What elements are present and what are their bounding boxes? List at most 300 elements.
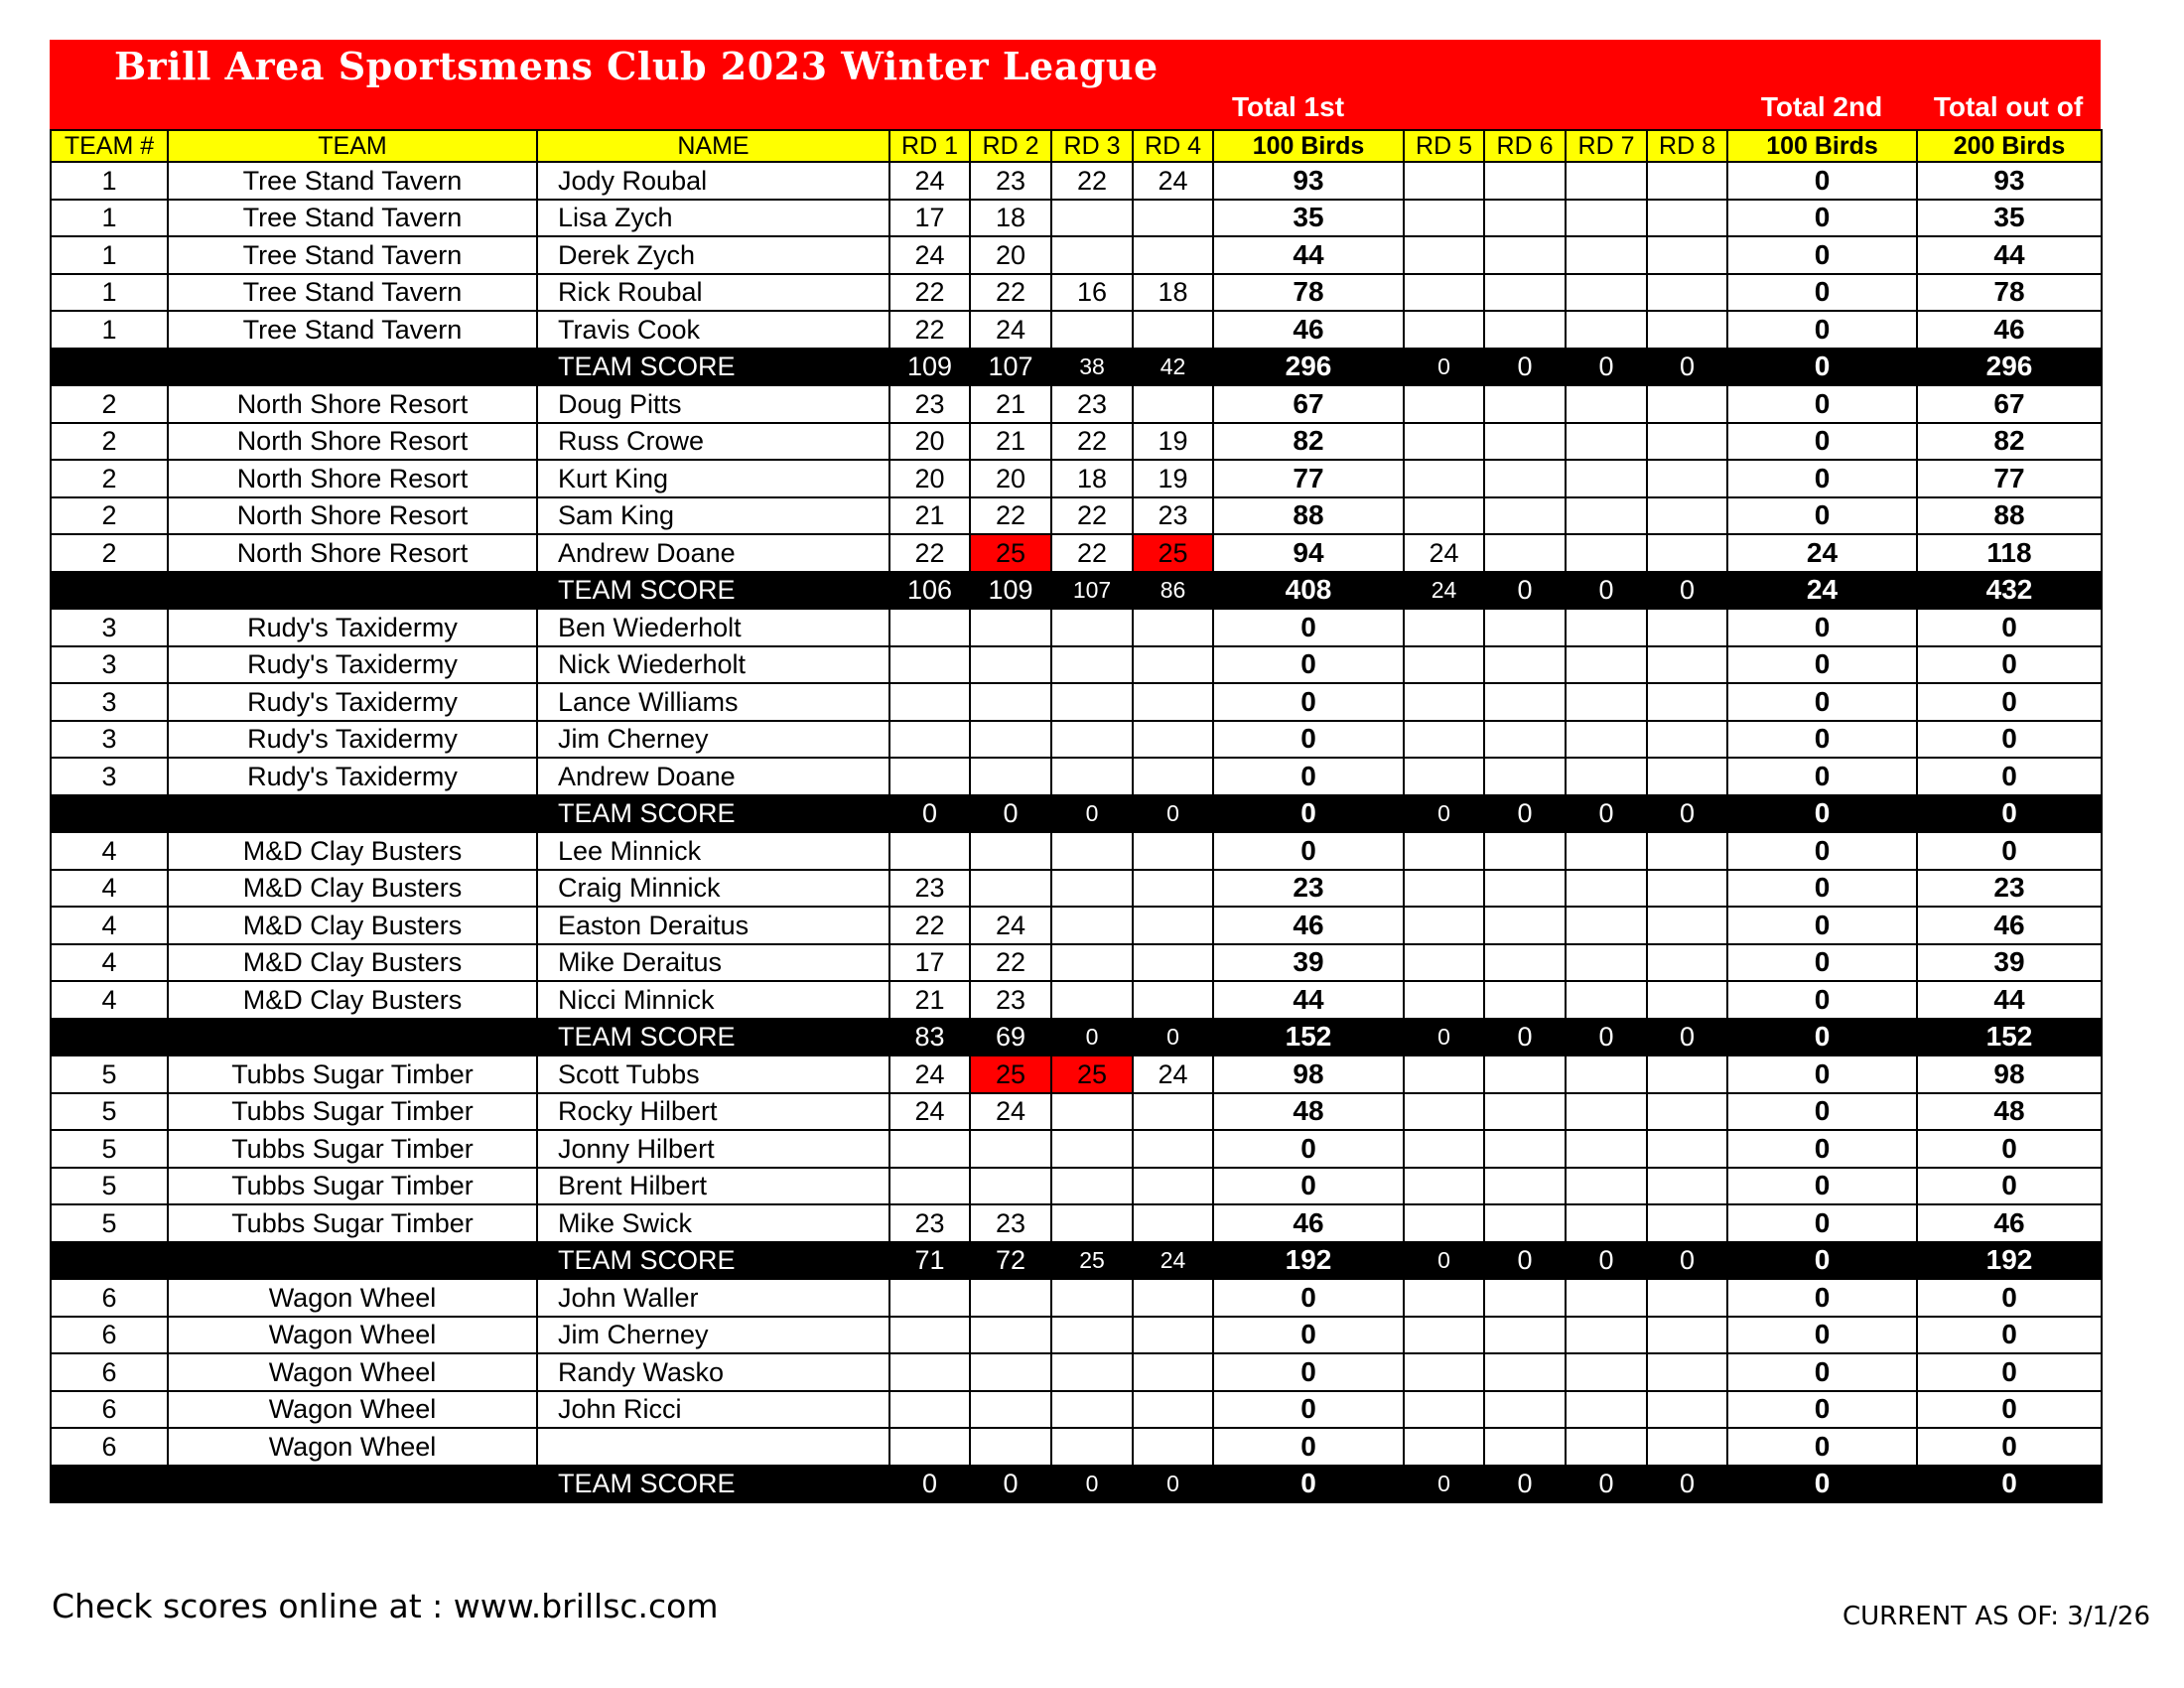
player-row [51, 1317, 2102, 1354]
player-name: Derek Zych [537, 236, 889, 274]
total-out-of: 118 [1917, 534, 2102, 572]
total-1st: 67 [1213, 385, 1404, 423]
team-round-3-score: 0 [1051, 795, 1133, 833]
team-round-3-score: 107 [1051, 572, 1133, 610]
round-7-score [1566, 423, 1647, 461]
team-round-2-score: 0 [970, 1466, 1051, 1503]
round-1-score: 21 [889, 981, 970, 1019]
team-cell: M&D Clay Busters [168, 870, 537, 908]
round-3-score: 23 [1051, 385, 1133, 423]
round-3-score [1051, 236, 1133, 274]
team-round-8-score: 0 [1647, 349, 1727, 386]
team-cell: Tubbs Sugar Timber [168, 1130, 537, 1168]
total-1st: 0 [1213, 1130, 1404, 1168]
round-8-score [1647, 1279, 1727, 1317]
round-5-score [1404, 274, 1484, 312]
round-7-score [1566, 460, 1647, 497]
round-3-score [1051, 721, 1133, 759]
header-total-1st: Total 1st [1231, 91, 1345, 122]
player-name: Jim Cherney [537, 721, 889, 759]
total-2nd: 0 [1727, 311, 1917, 349]
team-round-5-score: 24 [1404, 572, 1484, 610]
round-8-score [1647, 683, 1727, 721]
round-7-score [1566, 200, 1647, 237]
round-1-score [889, 1391, 970, 1429]
team-number-cell: 4 [51, 907, 168, 944]
team-number-cell: 2 [51, 423, 168, 461]
player-name: Travis Cook [537, 311, 889, 349]
round-8-score [1647, 870, 1727, 908]
round-8-score [1647, 423, 1727, 461]
total-1st: 98 [1213, 1055, 1404, 1093]
round-7-score [1566, 1055, 1647, 1093]
total-1st: 46 [1213, 1204, 1404, 1242]
round-6-score [1484, 200, 1566, 237]
round-7-score [1566, 609, 1647, 646]
total-out-of: 39 [1917, 944, 2102, 982]
round-4-score [1133, 609, 1213, 646]
round-1-score [889, 1168, 970, 1205]
team-total-1st: 0 [1213, 1466, 1404, 1503]
round-5-score [1404, 1093, 1484, 1131]
team-number-cell: 1 [51, 274, 168, 312]
round-7-score [1566, 1428, 1647, 1466]
round-5-score [1404, 870, 1484, 908]
player-row [51, 1168, 2102, 1205]
team-number-cell: 2 [51, 385, 168, 423]
round-1-score: 24 [889, 1055, 970, 1093]
team-number-cell: 3 [51, 758, 168, 795]
round-4-score [1133, 944, 1213, 982]
team-cell: Tubbs Sugar Timber [168, 1204, 537, 1242]
team-round-4-score: 0 [1133, 1466, 1213, 1503]
team-number-cell: 3 [51, 683, 168, 721]
col-total-2nd: 100 Birds [1727, 130, 1917, 162]
round-1-score [889, 609, 970, 646]
column-header-row [51, 130, 2102, 162]
footer-website: Check scores online at : www.brillsc.com [52, 1587, 719, 1625]
player-row [51, 981, 2102, 1019]
col-rd4: RD 4 [1133, 130, 1213, 162]
team-total-2nd: 0 [1727, 349, 1917, 386]
round-7-score [1566, 981, 1647, 1019]
total-2nd: 0 [1727, 497, 1917, 535]
round-3-score [1051, 1428, 1133, 1466]
total-out-of: 0 [1917, 1428, 2102, 1466]
round-6-score [1484, 907, 1566, 944]
total-1st: 0 [1213, 1168, 1404, 1205]
team-cell: Rudy's Taxidermy [168, 721, 537, 759]
total-out-of: 44 [1917, 236, 2102, 274]
team-total-2nd: 0 [1727, 795, 1917, 833]
round-7-score [1566, 274, 1647, 312]
team-round-6-score: 0 [1484, 795, 1566, 833]
total-out-of: 82 [1917, 423, 2102, 461]
round-7-score [1566, 721, 1647, 759]
team-cell [168, 1019, 537, 1056]
round-8-score [1647, 1353, 1727, 1391]
team-round-5-score: 0 [1404, 1466, 1484, 1503]
round-3-score [1051, 1317, 1133, 1354]
team-round-1-score: 83 [889, 1019, 970, 1056]
team-cell: Tree Stand Tavern [168, 200, 537, 237]
team-cell: M&D Clay Busters [168, 981, 537, 1019]
team-round-6-score: 0 [1484, 572, 1566, 610]
total-1st: 93 [1213, 162, 1404, 200]
team-round-1-score: 0 [889, 1466, 970, 1503]
total-2nd: 0 [1727, 721, 1917, 759]
round-1-score: 24 [889, 236, 970, 274]
round-3-score [1051, 907, 1133, 944]
total-1st: 78 [1213, 274, 1404, 312]
team-cell [168, 572, 537, 610]
team-number-cell [51, 572, 168, 610]
team-number-cell: 6 [51, 1391, 168, 1429]
total-2nd: 0 [1727, 1391, 1917, 1429]
round-8-score [1647, 385, 1727, 423]
total-out-of: 88 [1917, 497, 2102, 535]
total-1st: 0 [1213, 1279, 1404, 1317]
round-6-score [1484, 646, 1566, 684]
round-3-score [1051, 870, 1133, 908]
team-number-cell: 1 [51, 162, 168, 200]
round-4-score [1133, 385, 1213, 423]
round-8-score [1647, 1130, 1727, 1168]
total-out-of: 78 [1917, 274, 2102, 312]
total-out-of: 46 [1917, 1204, 2102, 1242]
team-number-cell: 3 [51, 646, 168, 684]
round-1-score [889, 1428, 970, 1466]
player-row [51, 683, 2102, 721]
player-name: Scott Tubbs [537, 1055, 889, 1093]
round-8-score [1647, 721, 1727, 759]
round-1-score [889, 1279, 970, 1317]
scores-table [50, 129, 2103, 1503]
team-number-cell: 2 [51, 460, 168, 497]
team-number-cell: 2 [51, 534, 168, 572]
team-round-6-score: 0 [1484, 1019, 1566, 1056]
total-1st: 39 [1213, 944, 1404, 982]
round-1-score: 20 [889, 460, 970, 497]
total-1st: 23 [1213, 870, 1404, 908]
player-row [51, 1353, 2102, 1391]
total-1st: 0 [1213, 758, 1404, 795]
round-6-score [1484, 1204, 1566, 1242]
team-cell: Wagon Wheel [168, 1279, 537, 1317]
round-4-score [1133, 758, 1213, 795]
round-3-score [1051, 200, 1133, 237]
round-6-score [1484, 1168, 1566, 1205]
player-row [51, 907, 2102, 944]
round-6-score [1484, 274, 1566, 312]
team-round-7-score: 0 [1566, 572, 1647, 610]
team-cell: Wagon Wheel [168, 1353, 537, 1391]
team-cell: Tubbs Sugar Timber [168, 1055, 537, 1093]
col-total-1st: 100 Birds [1213, 130, 1404, 162]
round-3-score [1051, 1391, 1133, 1429]
team-cell: Tree Stand Tavern [168, 311, 537, 349]
team-round-3-score: 0 [1051, 1019, 1133, 1056]
total-1st: 0 [1213, 683, 1404, 721]
round-4-score [1133, 907, 1213, 944]
team-score-label: TEAM SCORE [537, 349, 889, 386]
player-name: Doug Pitts [537, 385, 889, 423]
total-2nd: 0 [1727, 944, 1917, 982]
total-2nd: 0 [1727, 832, 1917, 870]
total-1st: 0 [1213, 1391, 1404, 1429]
player-name [537, 1428, 889, 1466]
round-5-score [1404, 832, 1484, 870]
team-cell: Rudy's Taxidermy [168, 609, 537, 646]
round-3-score [1051, 683, 1133, 721]
round-6-score [1484, 981, 1566, 1019]
total-2nd: 0 [1727, 1353, 1917, 1391]
round-6-score [1484, 1391, 1566, 1429]
round-5-score [1404, 236, 1484, 274]
round-2-score: 20 [970, 236, 1051, 274]
round-4-score [1133, 1130, 1213, 1168]
team-round-5-score: 0 [1404, 1019, 1484, 1056]
round-4-score [1133, 646, 1213, 684]
round-6-score [1484, 609, 1566, 646]
team-cell [168, 1242, 537, 1280]
round-8-score [1647, 236, 1727, 274]
team-number-cell: 5 [51, 1204, 168, 1242]
round-6-score [1484, 1428, 1566, 1466]
round-8-score [1647, 981, 1727, 1019]
round-3-score [1051, 1168, 1133, 1205]
round-1-score: 22 [889, 534, 970, 572]
round-5-score [1404, 683, 1484, 721]
team-round-6-score: 0 [1484, 1466, 1566, 1503]
col-name: NAME [537, 130, 889, 162]
round-2-score [970, 1130, 1051, 1168]
player-name: Ben Wiederholt [537, 609, 889, 646]
total-2nd: 24 [1727, 534, 1917, 572]
player-name: Russ Crowe [537, 423, 889, 461]
team-cell: Tubbs Sugar Timber [168, 1168, 537, 1205]
team-round-2-score: 107 [970, 349, 1051, 386]
team-cell: M&D Clay Busters [168, 907, 537, 944]
col-rd3: RD 3 [1051, 130, 1133, 162]
team-round-7-score: 0 [1566, 349, 1647, 386]
col-rd6: RD 6 [1484, 130, 1566, 162]
total-2nd: 0 [1727, 1093, 1917, 1131]
team-cell: Tubbs Sugar Timber [168, 1093, 537, 1131]
team-number-cell: 2 [51, 497, 168, 535]
player-row [51, 721, 2102, 759]
team-cell: Tree Stand Tavern [168, 162, 537, 200]
round-3-score [1051, 311, 1133, 349]
round-3-score: 22 [1051, 162, 1133, 200]
total-out-of: 98 [1917, 1055, 2102, 1093]
team-total-2nd: 0 [1727, 1019, 1917, 1056]
col-team: TEAM [168, 130, 537, 162]
round-6-score [1484, 1093, 1566, 1131]
round-2-score [970, 758, 1051, 795]
total-2nd: 0 [1727, 200, 1917, 237]
round-8-score [1647, 832, 1727, 870]
round-5-score [1404, 981, 1484, 1019]
player-row [51, 944, 2102, 982]
team-round-5-score: 0 [1404, 349, 1484, 386]
round-4-score [1133, 200, 1213, 237]
total-1st: 46 [1213, 311, 1404, 349]
total-out-of: 0 [1917, 1279, 2102, 1317]
team-number-cell: 4 [51, 981, 168, 1019]
total-2nd: 0 [1727, 758, 1917, 795]
round-2-score [970, 721, 1051, 759]
round-1-score [889, 1130, 970, 1168]
round-5-score [1404, 1279, 1484, 1317]
round-7-score [1566, 870, 1647, 908]
total-2nd: 0 [1727, 1204, 1917, 1242]
player-row [51, 1204, 2102, 1242]
player-name: Mike Deraitus [537, 944, 889, 982]
round-7-score [1566, 497, 1647, 535]
round-5-score [1404, 200, 1484, 237]
round-5-score [1404, 1130, 1484, 1168]
team-round-1-score: 109 [889, 349, 970, 386]
team-score-label: TEAM SCORE [537, 1466, 889, 1503]
total-1st: 77 [1213, 460, 1404, 497]
round-1-score: 24 [889, 162, 970, 200]
total-2nd: 0 [1727, 460, 1917, 497]
team-cell [168, 349, 537, 386]
round-8-score [1647, 1317, 1727, 1354]
round-5-score [1404, 460, 1484, 497]
player-name: Kurt King [537, 460, 889, 497]
round-3-score [1051, 832, 1133, 870]
round-7-score [1566, 1353, 1647, 1391]
team-score-label: TEAM SCORE [537, 795, 889, 833]
team-total-1st: 0 [1213, 795, 1404, 833]
team-number-cell: 4 [51, 870, 168, 908]
player-row [51, 162, 2102, 200]
team-round-3-score: 0 [1051, 1466, 1133, 1503]
round-2-score: 23 [970, 981, 1051, 1019]
round-8-score [1647, 274, 1727, 312]
round-2-score: 21 [970, 423, 1051, 461]
player-name: Easton Deraitus [537, 907, 889, 944]
team-cell: Tree Stand Tavern [168, 236, 537, 274]
team-round-4-score: 24 [1133, 1242, 1213, 1280]
team-number-cell: 6 [51, 1279, 168, 1317]
round-1-score [889, 683, 970, 721]
total-1st: 0 [1213, 832, 1404, 870]
round-1-score: 17 [889, 200, 970, 237]
team-score-row [51, 1466, 2102, 1503]
round-4-score [1133, 236, 1213, 274]
round-4-score [1133, 1317, 1213, 1354]
team-number-cell: 5 [51, 1055, 168, 1093]
round-2-score: 21 [970, 385, 1051, 423]
team-score-row [51, 1019, 2102, 1056]
round-6-score [1484, 497, 1566, 535]
round-4-score [1133, 683, 1213, 721]
round-4-score [1133, 311, 1213, 349]
total-out-of: 93 [1917, 162, 2102, 200]
player-row [51, 646, 2102, 684]
player-name: Lance Williams [537, 683, 889, 721]
team-score-label: TEAM SCORE [537, 1242, 889, 1280]
round-4-score: 24 [1133, 162, 1213, 200]
round-5-score [1404, 1317, 1484, 1354]
round-1-score: 21 [889, 497, 970, 535]
team-round-8-score: 0 [1647, 1242, 1727, 1280]
round-4-score [1133, 1204, 1213, 1242]
round-8-score [1647, 311, 1727, 349]
total-out-of: 0 [1917, 609, 2102, 646]
player-name: Rocky Hilbert [537, 1093, 889, 1131]
total-out-of: 0 [1917, 1391, 2102, 1429]
total-1st: 82 [1213, 423, 1404, 461]
round-5-score [1404, 385, 1484, 423]
total-2nd: 0 [1727, 646, 1917, 684]
total-out-of: 67 [1917, 385, 2102, 423]
player-row [51, 832, 2102, 870]
round-6-score [1484, 870, 1566, 908]
total-1st: 44 [1213, 981, 1404, 1019]
team-score-label: TEAM SCORE [537, 1019, 889, 1056]
round-5-score [1404, 1428, 1484, 1466]
round-4-score [1133, 1168, 1213, 1205]
total-2nd: 0 [1727, 274, 1917, 312]
col-total-out-of: 200 Birds [1917, 130, 2102, 162]
col-rd7: RD 7 [1566, 130, 1647, 162]
total-1st: 46 [1213, 907, 1404, 944]
round-7-score [1566, 683, 1647, 721]
team-number-cell: 6 [51, 1428, 168, 1466]
total-out-of: 0 [1917, 646, 2102, 684]
team-round-7-score: 0 [1566, 1242, 1647, 1280]
team-round-6-score: 0 [1484, 1242, 1566, 1280]
round-2-score: 22 [970, 497, 1051, 535]
total-out-of: 46 [1917, 311, 2102, 349]
total-2nd: 0 [1727, 423, 1917, 461]
team-round-7-score: 0 [1566, 1019, 1647, 1056]
round-1-score [889, 1317, 970, 1354]
player-name: Jim Cherney [537, 1317, 889, 1354]
round-1-score [889, 832, 970, 870]
total-1st: 44 [1213, 236, 1404, 274]
team-number-cell: 1 [51, 236, 168, 274]
team-round-4-score: 0 [1133, 795, 1213, 833]
team-cell: Wagon Wheel [168, 1391, 537, 1429]
team-total-2nd: 0 [1727, 1466, 1917, 1503]
total-2nd: 0 [1727, 1055, 1917, 1093]
team-number-cell: 4 [51, 832, 168, 870]
total-1st: 0 [1213, 609, 1404, 646]
total-out-of: 44 [1917, 981, 2102, 1019]
team-cell: Rudy's Taxidermy [168, 683, 537, 721]
player-name: Nicci Minnick [537, 981, 889, 1019]
round-1-score: 22 [889, 907, 970, 944]
round-4-score: 23 [1133, 497, 1213, 535]
player-row [51, 311, 2102, 349]
player-name: Jonny Hilbert [537, 1130, 889, 1168]
team-round-2-score: 72 [970, 1242, 1051, 1280]
round-8-score [1647, 497, 1727, 535]
round-1-score: 24 [889, 1093, 970, 1131]
round-8-score [1647, 1391, 1727, 1429]
total-2nd: 0 [1727, 870, 1917, 908]
total-out-of: 48 [1917, 1093, 2102, 1131]
total-out-of: 77 [1917, 460, 2102, 497]
round-6-score [1484, 534, 1566, 572]
team-round-8-score: 0 [1647, 1019, 1727, 1056]
team-number-cell: 1 [51, 311, 168, 349]
